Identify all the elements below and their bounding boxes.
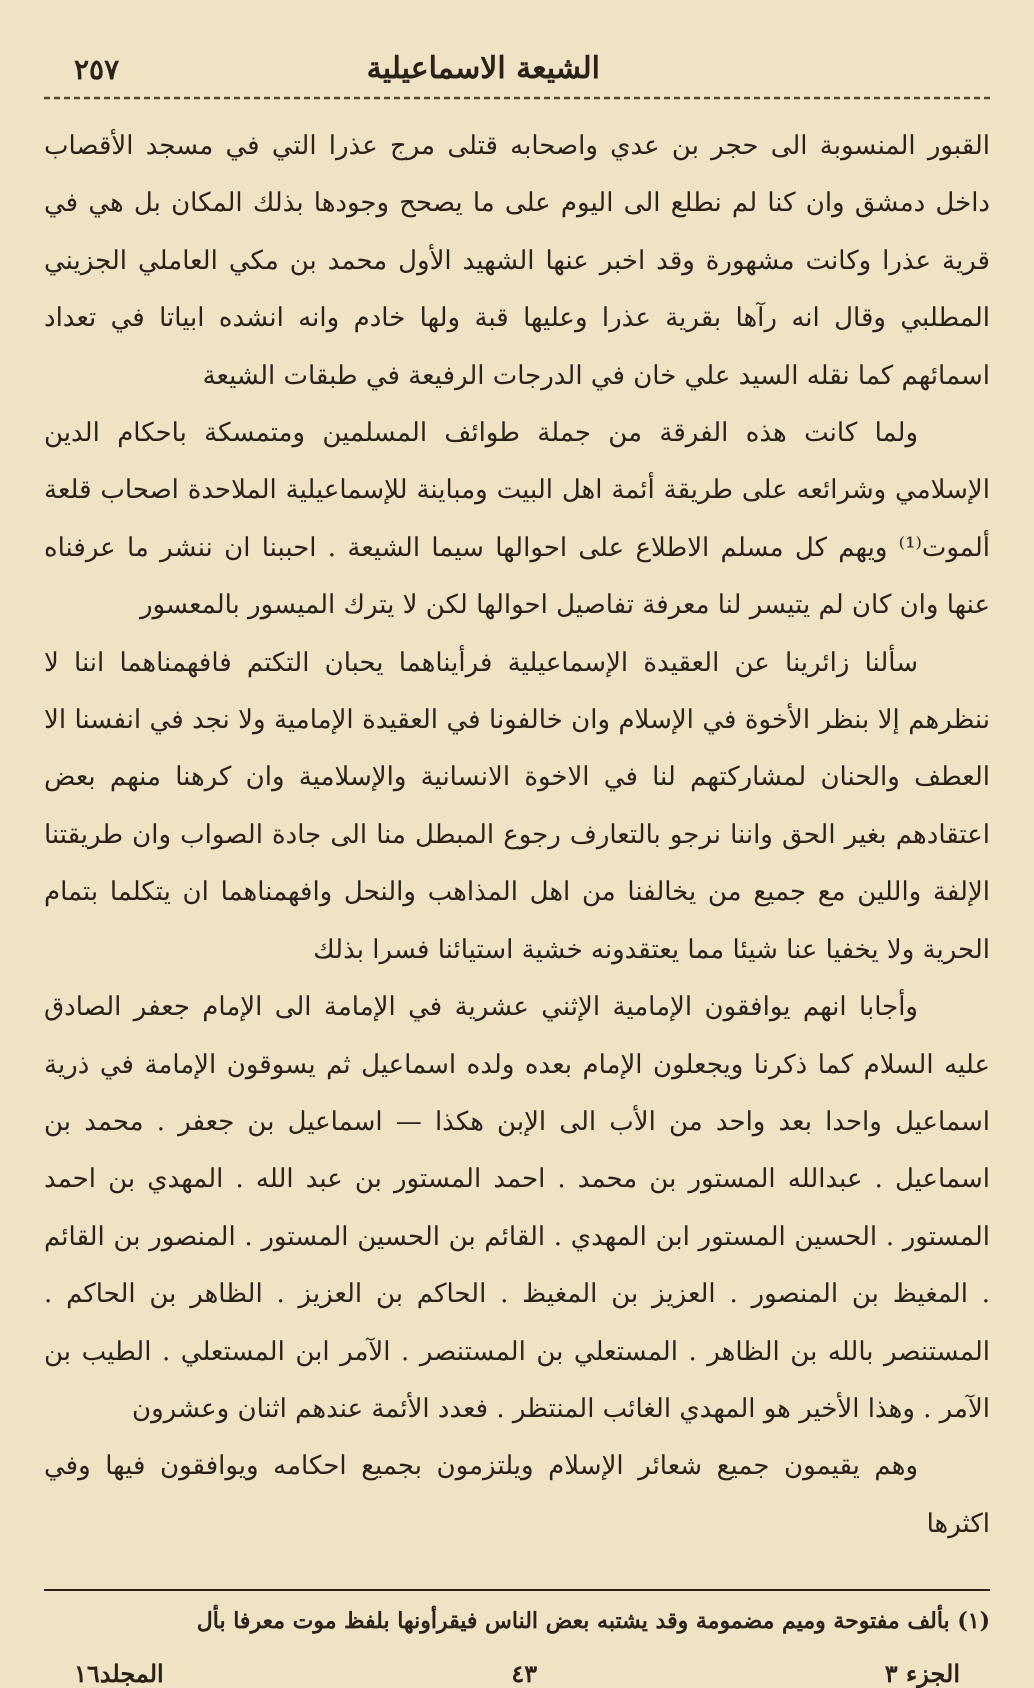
- footnote-divider: [44, 1589, 990, 1591]
- page-number: ٢٥٧: [74, 53, 120, 86]
- paragraph: وهم يقيمون جميع شعائر الإسلام ويلتزمون بجميع احكامه ويوافقون فيها وفي اكثرها: [44, 1451, 990, 1539]
- paragraph: وأجابا انهم يوافقون الإمامية الإثني عشرية في الإمامة الى الإمام جعفر الصادق عليه السلام كما ذكرنا ويجعلون الإمام بعده ولده اسماعيل ثم يسوقون الإمامة في ذرية اسماعيل واحدا بعد واحد من الأب الى الإبن هكذا — اسماعيل بن جعفر . محمد بن اسماعيل . عبدالله المستور بن محمد . احمد المستور بن عبد الله . المهدي بن احمد المستور . الحسين المستور ابن المهدي . القائم بن الحسين المستور . المنصور بن القائم . المغيظ بن المنصور . العزيز بن المغيظ . الحاكم بن العزيز . الظاهر بن الحاكم . المستنصر بالله بن الظاهر . المستعلي بن المستنصر . الآمر ابن المستعلي . الطيب بن الآمر . وهذا الأخير هو المهدي الغائب المنتظر . فعدد الأئمة عندهم اثنان وعشرون: [44, 992, 990, 1424]
- page-in-volume: ٤٣: [511, 1659, 538, 1688]
- header-divider: [44, 92, 990, 104]
- paragraph: القبور المنسوبة الى حجر بن عدي واصحابه قتلى مرج عذرا التي في مسجد الأقصاب داخل دمشق وان كنا لم نطلع الى اليوم على ما يصحح وجودها بذلك المكان بل هي في قرية عذرا وكانت مشهورة وقد اخبر عنها الشهيد الأول محمد بن مكي العاملي الجزيني المطلبي وقال انه رآها بقرية عذرا وعليها قبة ولها خادم وانه انشده ابياتا في تعداد اسمائهم كما نقله السيد علي خان في الدرجات الرفيعة في طبقات الشيعة: [44, 131, 990, 391]
- footnote: (١) بألف مفتوحة وميم مضمومة وقد يشتبه بعض الناس فيقرأونها بلفظ موت معرفا بأل: [196, 1608, 990, 1635]
- volume-number: المجلد١٦: [74, 1659, 164, 1688]
- paragraph: ولما كانت هذه الفرقة من جملة طوائف المسلمين ومتمسكة باحكام الدين الإسلامي وشرائعه على طريقة أئمة اهل البيت ومباينة للإسماعيلية الملاحدة اصحاب قلعة ألموت⁽¹⁾ ويهم كل مسلم الاطلاع على احوالها سيما الشيعة . احببنا ان ننشر ما عرفناه عنها وان كان لم يتيسر لنا معرفة تفاصيل احوالها لكن لا يترك الميسور بالمعسور: [44, 418, 990, 621]
- part-number: الجزء ٣: [884, 1659, 960, 1688]
- page-footer: [44, 1659, 990, 1688]
- running-title: الشيعة الاسماعيلية: [366, 51, 600, 86]
- page-header: [44, 34, 990, 86]
- body-text: [44, 118, 990, 1553]
- paragraph: سألنا زائرينا عن العقيدة الإسماعيلية فرأيناهما يحبان التكتم فافهمناهما اننا لا ننظرهم إلا بنظر الأخوة في الإسلام وان خالفونا في العقيدة الإمامية ولا نجد في انفسنا الا العطف والحنان لمشاركتهم لنا في الاخوة الانسانية والإسلامية وان كرهنا منهم بعض اعتقادهم بغير الحق واننا نرجو بالتعارف رجوع المبطل منا الى جادة الصواب وان طريقتنا الإلفة واللين مع جميع من يخالفنا من اهل المذاهب والنحل وافهمناهما ان يتكلما بتمام الحرية ولا يخفيا عنا شيئا مما يعتقدونه خشية استيائنا فسرا بذلك: [44, 647, 990, 965]
